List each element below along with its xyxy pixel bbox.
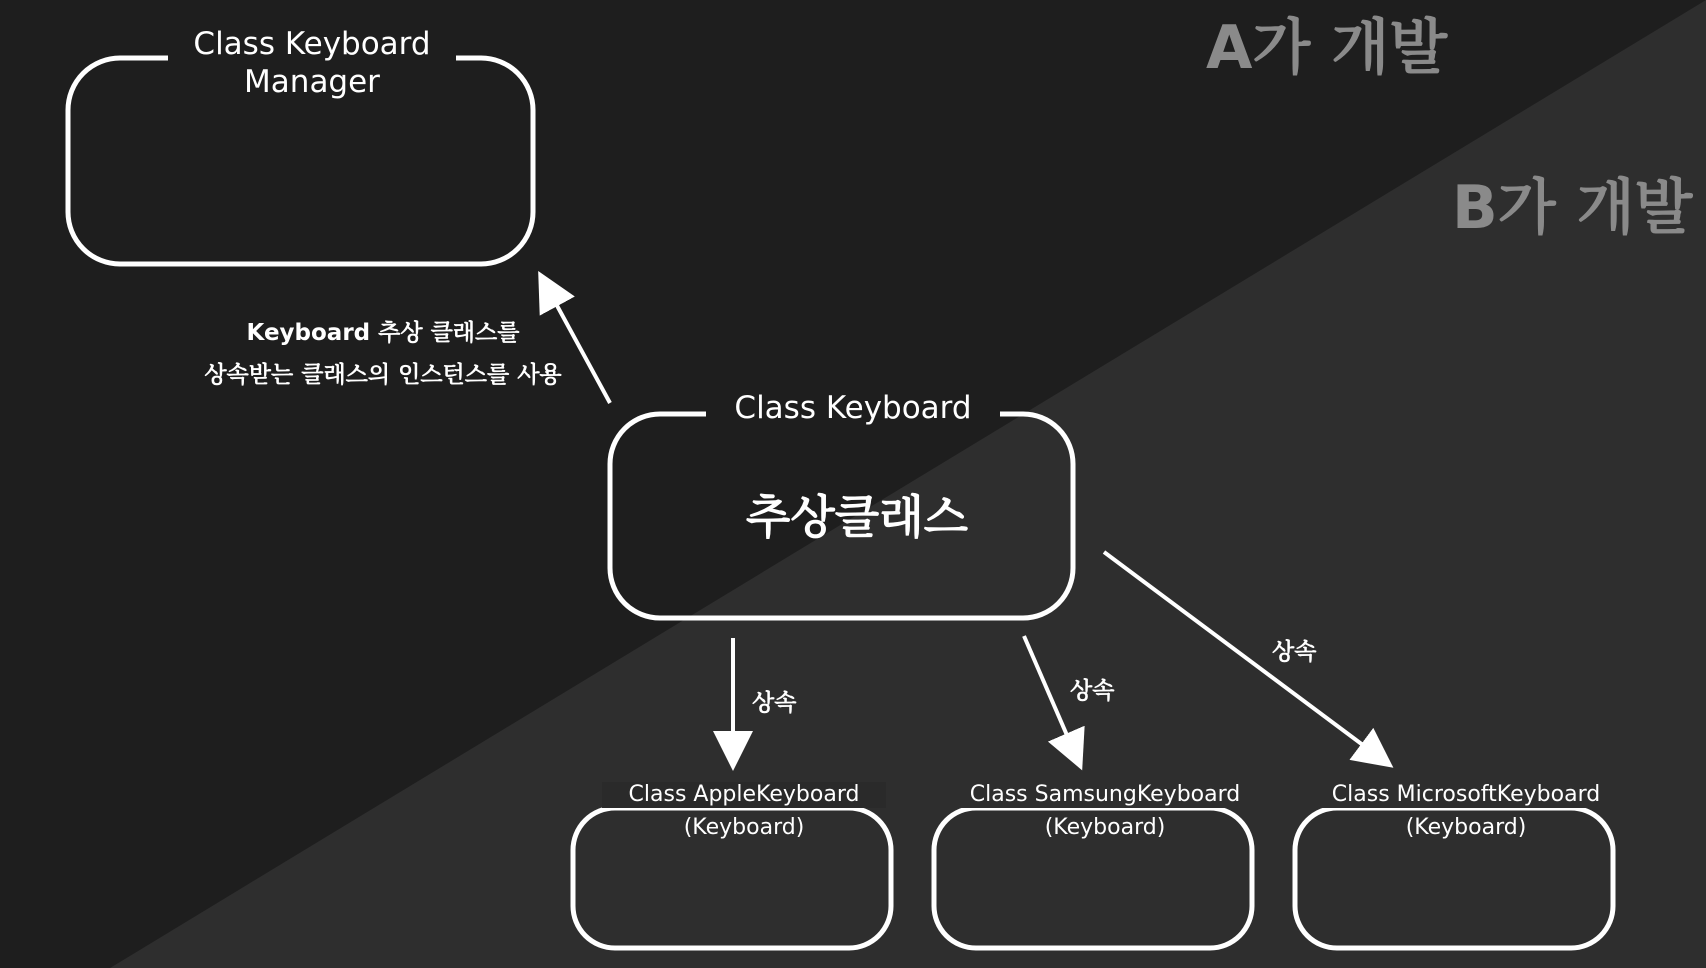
inherit-label-microsoft: 상속 bbox=[1272, 639, 1317, 665]
inherit-label-samsung: 상속 bbox=[1070, 678, 1115, 704]
samsung-keyboard-parent-wrap bbox=[950, 815, 1260, 841]
microsoft-keyboard-parent: (Keyboard) bbox=[1405, 815, 1527, 840]
samsung-keyboard-name: Class SamsungKeyboard bbox=[969, 782, 1241, 807]
microsoft-keyboard-title bbox=[1310, 782, 1622, 808]
manager-edge-line2: 상속받는 클래스의 인스턴스를 사용 bbox=[204, 362, 562, 388]
apple-keyboard-parent-wrap bbox=[602, 815, 886, 841]
keyboard-body: 추상클래스 bbox=[745, 490, 969, 544]
manager-edge-label bbox=[188, 312, 578, 396]
inherit-label-apple: 상속 bbox=[752, 690, 797, 716]
apple-keyboard-title bbox=[602, 782, 886, 808]
manager-title-line2: Manager bbox=[244, 64, 380, 100]
team-b-label: B가 개발 bbox=[1452, 173, 1693, 243]
team-a-label: A가 개발 bbox=[1206, 13, 1448, 83]
samsung-keyboard-parent: (Keyboard) bbox=[1044, 815, 1166, 840]
apple-keyboard-parent: (Keyboard) bbox=[683, 815, 805, 840]
samsung-keyboard-title bbox=[950, 782, 1260, 808]
manager-edge-line1: Keyboard 추상 클래스를 bbox=[246, 320, 520, 346]
manager-title-second bbox=[168, 64, 456, 101]
apple-keyboard-name: Class AppleKeyboard bbox=[628, 782, 860, 807]
microsoft-keyboard-parent-wrap bbox=[1310, 815, 1622, 841]
keyboard-title: Class Keyboard bbox=[706, 390, 1000, 427]
manager-title-line1: Class Keyboard bbox=[193, 26, 431, 62]
microsoft-keyboard-name: Class MicrosoftKeyboard bbox=[1331, 782, 1601, 807]
manager-title bbox=[168, 26, 456, 63]
